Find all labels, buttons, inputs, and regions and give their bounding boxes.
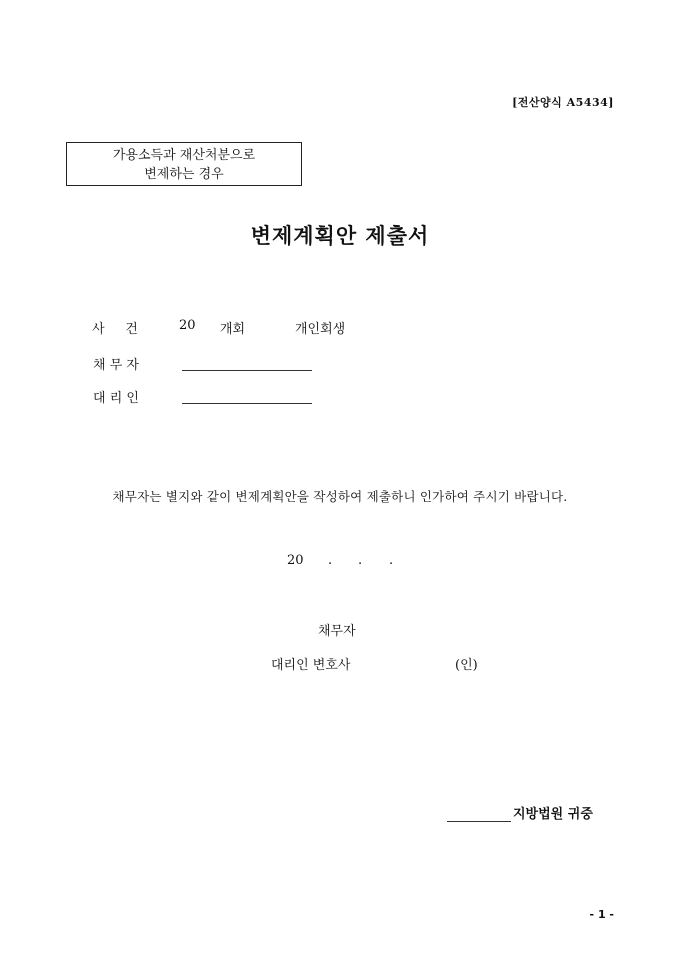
case-type-line1: 가용소득과 재산처분으로 <box>112 148 256 163</box>
page-number: - 1 - <box>589 908 614 921</box>
agent-label: 대 리 인 <box>93 391 139 406</box>
date-day-dot: . <box>358 553 363 568</box>
court-name-line[interactable] <box>447 820 511 822</box>
case-type-box <box>66 142 302 186</box>
seal-mark: (인) <box>455 658 478 673</box>
date-end-dot: . <box>389 553 394 568</box>
case-label: 사 건 <box>92 322 138 337</box>
court-addressee: 지방법원 귀중 <box>513 807 593 822</box>
case-name: 개인회생 <box>295 322 346 337</box>
agent-name-line[interactable] <box>182 402 312 404</box>
statement-text: 채무자는 별지와 같이 변제계획안을 작성하여 제출하니 인가하여 주시기 바랍니다. <box>112 489 568 504</box>
form-code: [전산양식 A5434] <box>512 96 614 109</box>
date-month-dot: . <box>328 553 333 568</box>
debtor-name-line[interactable] <box>182 369 312 371</box>
date-year: 20 <box>287 553 304 568</box>
case-type: 개회 <box>220 322 246 337</box>
case-type-line2: 변제하는 경우 <box>144 167 224 182</box>
case-year: 20 <box>179 318 196 333</box>
debtor-label: 채 무 자 <box>93 358 139 373</box>
signature-debtor: 채무자 <box>318 624 356 639</box>
document-title: 변제계획안 제출서 <box>250 223 430 248</box>
signature-agent: 대리인 변호사 <box>271 658 351 673</box>
